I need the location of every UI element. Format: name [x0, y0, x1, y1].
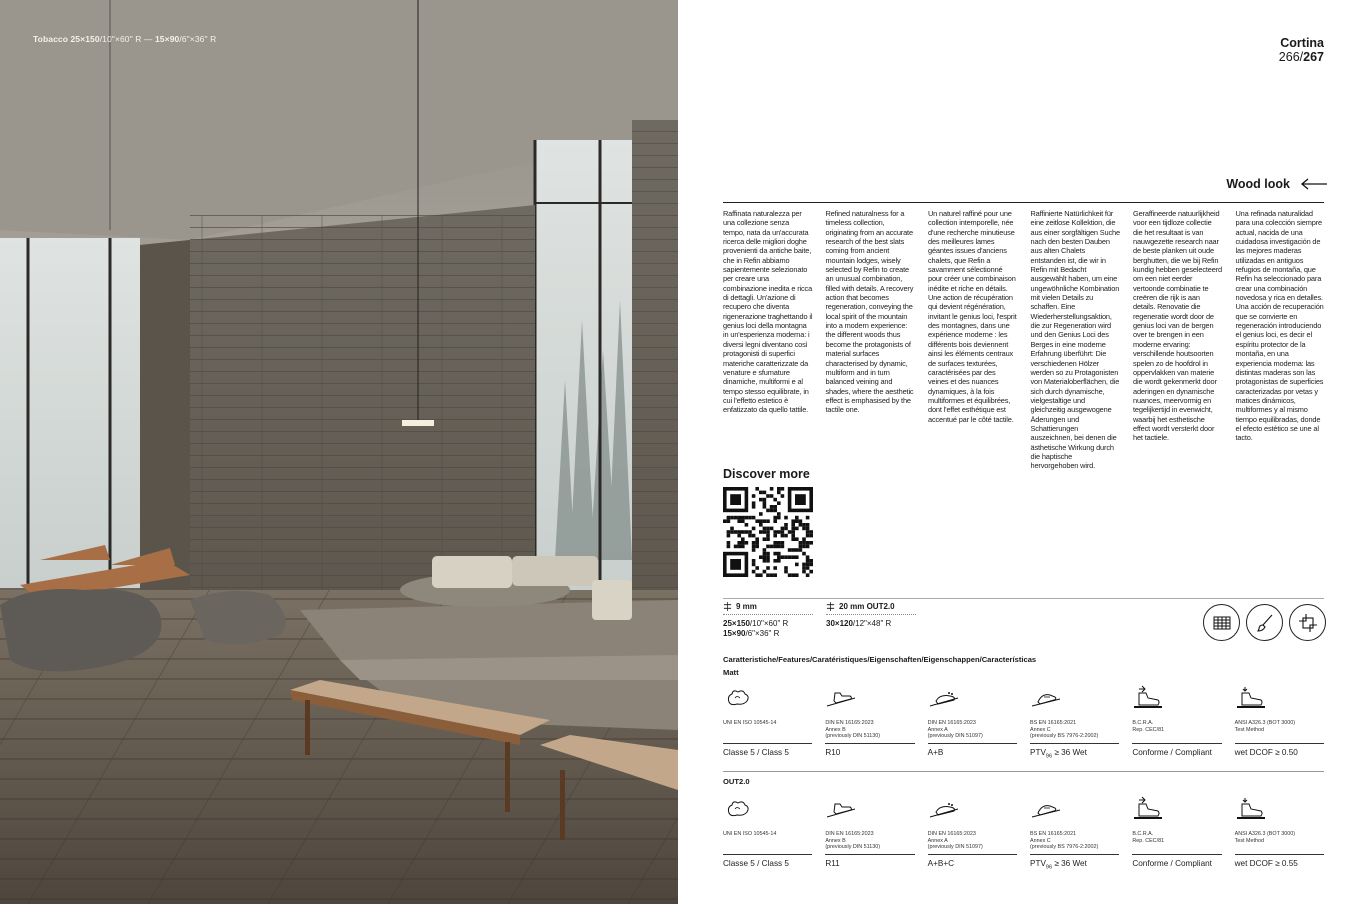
- feature-value: $PTV_{96} \ge 36$ Wet: [1029, 859, 1087, 871]
- divider: [825, 854, 914, 855]
- feature-standard: BS EN 16165:2021 Annex C (previously BS 7976-2:2002): [1029, 720, 1099, 740]
- dotted-divider: [723, 614, 813, 615]
- feature-value: $PTV_{96} \ge 36$ Wet: [1029, 748, 1087, 760]
- feature-standard: DIN EN 16165:2023 Annex A (previously DIN 51097): [927, 720, 983, 740]
- sizes-20mm: [826, 619, 891, 629]
- feature-standard: ANSI A326.3 (BOT 3000) Test Method: [1234, 720, 1296, 733]
- dotted-divider: [826, 614, 916, 615]
- qr-code-icon[interactable]: [723, 487, 813, 577]
- divider: [723, 202, 1324, 203]
- divider: [928, 743, 1017, 744]
- description-dutch: Geraffineerde natuurlijkheid voor een tijdloze collectie die het resultaat is van nauwgezette research naar de beste planken uit oude berghutten, die we bij Refin kundig hebben geselecteerd om een niet eerder vertoonde combinatie te creëren die rijk is aan details. Renovatie die regeneratie wordt door de genius loci van de bergen over te brengen in een moderne ervaring: verschillende houtsoorten spelen zo de hoofdrol in oppervlakken van materie die wordt gekenmerkt door aderingen en dynamische nuances, meervormig en tegelijkertijd in evenwicht, waarbij het esthetische effect wordt versterkt door het tactiele.: [1133, 209, 1222, 443]
- divider: [1132, 854, 1221, 855]
- feature-item: [1132, 684, 1221, 760]
- feature-value: wet DCOF ≥ 0.55: [1234, 859, 1298, 868]
- features-title: Caratteristiche/Features/Caratéristiques/Eigenschaften/Eigenschappen/Características: [723, 655, 1037, 664]
- feature-item: [1030, 684, 1119, 760]
- feature-item: [825, 795, 914, 871]
- feature-item: [825, 684, 914, 760]
- divider: [1030, 743, 1119, 744]
- feature-standard: BS EN 16165:2021 Annex C (previously BS 7976-2:2002): [1029, 831, 1099, 851]
- stain-icon: [723, 684, 755, 710]
- feature-value: R10: [825, 748, 841, 757]
- feature-item: [723, 795, 812, 871]
- feature-value: Conforme / Compliant: [1132, 748, 1212, 757]
- group-label-matt: Matt: [723, 668, 739, 677]
- shoe-slope-icon: [825, 795, 857, 821]
- format-icons: [1203, 604, 1326, 641]
- thickness-20mm: 20 mm OUT2.0: [826, 602, 895, 611]
- feature-item: [1132, 795, 1221, 871]
- feature-item: [1030, 795, 1119, 871]
- description-english: Refined naturalness for a timeless collection, originating from an accurate research of the best slats coming from ancient mountain lodges, wisely selected by Refin to create an unusual combination, filled with details. A recovery action that becomes regeneration, conveying the local spirit of the mountain into a modern experience: the different woods thus become the protagonists of material surfaces characterised by dynamic, multiform and in turn balanced veining and shades, where the aesthetic effect is emphasised by the tactile one.: [825, 209, 914, 415]
- divider: [723, 743, 812, 744]
- product-page: [678, 0, 1356, 904]
- section-heading: [1226, 177, 1328, 191]
- feature-standard: B.C.R.A. Rep. CEC/81: [1132, 720, 1165, 733]
- divider: [928, 854, 1017, 855]
- feature-item: [1235, 684, 1324, 760]
- feature-value: Classe 5 / Class 5: [723, 859, 789, 868]
- divider: [1235, 743, 1324, 744]
- feature-standard: B.C.R.A. Rep. CEC/81: [1132, 831, 1165, 844]
- divider: [1132, 743, 1221, 744]
- feature-standard: UNI EN ISO 10545-14: [723, 720, 777, 726]
- page-title: Cortina: [1280, 36, 1324, 50]
- feature-item: [723, 684, 812, 760]
- divider: [723, 598, 1324, 599]
- feature-standard: ANSI A326.3 (BOT 3000) Test Method: [1234, 831, 1296, 844]
- feature-value: wet DCOF ≥ 0.50: [1234, 748, 1298, 757]
- tortus-icon: [1132, 795, 1164, 821]
- thickness-icon: [723, 602, 732, 611]
- feature-item: [928, 795, 1017, 871]
- feature-standard: DIN EN 16165:2023 Annex A (previously DIN 51097): [927, 831, 983, 851]
- bot-icon: [1235, 684, 1267, 710]
- divider: [1235, 854, 1324, 855]
- barefoot-slope-icon: [928, 795, 960, 821]
- feature-value: A+B: [927, 748, 944, 757]
- feature-standard: DIN EN 16165:2023 Annex B (previously DIN 51130): [825, 831, 881, 851]
- arrow-left-icon: [1300, 178, 1328, 190]
- feature-standard: UNI EN ISO 10545-14: [723, 831, 777, 837]
- size-entry: 25×150/10"×60" R: [723, 619, 789, 628]
- description-french: Un naturel raffiné pour une collection intemporelle, née d'une recherche minutieuse des meilleures lames géantes issues d'anciens chalets, que Refin a savamment sélectionné pour créer une combinaison inédite et riche en détails. Une action de récupération qui devient régénération, invitant le genius loci, l'esprit des montagnes, dans une expérience moderne : les différents bois deviennent ainsi les éléments centraux de surfaces texturées, caractérisées par des veines et des nuances dynamiques, à la fois multiformes et équilibrées, dont l'effet esthétique est accentué par le côté tactile.: [928, 209, 1017, 424]
- description-spanish: Una refinada naturalidad para una colección siempre actual, nacida de una cuidadosa investigación de las mejores maderas utilizadas en antiguos refugios de montaña, que Refin ha seleccionado para crear una combinación novedosa y rica en detalles. Una acción de recuperación que se convierte en regeneración introduciendo el genius loci, es decir el espíritu protector de la montaña, en una experiencia moderna: las distintas maderas son las protagonistas de superficies caracterizadas por vetas y matices dinámicos, multiformes y al mismo tiempo equilibradas, donde el efecto estético se une al tacto.: [1235, 209, 1324, 443]
- group-label-out2: OUT2.0: [723, 777, 750, 786]
- bot-icon: [1235, 795, 1267, 821]
- divider: [723, 771, 1324, 772]
- thickness-9mm: 9 mm: [723, 602, 757, 611]
- tortus-icon: [1132, 684, 1164, 710]
- grid-pattern-icon: [1203, 604, 1240, 641]
- barefoot-slope-icon: [928, 684, 960, 710]
- feature-value: A+B+C: [927, 859, 955, 868]
- feature-value: R11: [825, 859, 840, 868]
- photo-caption: Tobacco 25×150/10"×60" R — 15×90/6"×36" R: [33, 34, 217, 44]
- description-italian: Raffinata naturalezza per una collezione senza tempo, nata da un'accurata ricerca delle migliori doghe provenienti da antiche baite, che in Refin abbiamo sapientemente selezionato per creare una combinazione inedita e ricca di dettagli. Un'azione di recupero che diventa rigenerazione traghettando il genius loci della montagna in un'esperienza moderna: i diversi legni diventano così protagonisti di superfici materiche caratterizzate da venature e sfumature dinamiche, multiformi e al tempo stesso equilibrate, in cui l'effetto estetico è enfatizzato da quello tattile.: [723, 209, 813, 415]
- feature-standard: DIN EN 16165:2023 Annex B (previously DIN 51130): [825, 720, 881, 740]
- section-label: Wood look: [1226, 177, 1290, 191]
- description-columns: [723, 209, 1329, 471]
- feature-value: Classe 5 / Class 5: [723, 748, 789, 757]
- divider: [1030, 854, 1119, 855]
- cut-tile-icon: [1289, 604, 1326, 641]
- sizes-9mm: [723, 619, 788, 639]
- divider: [825, 743, 914, 744]
- feature-value: Conforme / Compliant: [1132, 859, 1212, 868]
- description-german: Raffinierte Natürlichkeit für eine zeitlose Kollektion, die aus einer sorgfältigen Suche nach den besten Dauben aus alten Chalets entstanden ist, die wir in Refin mit Bedacht ausgewählt haben, um eine ungewöhnliche Kombination mit vielen Details zu schaffen. Eine Wiederherstellungsaktion, die zur Regeneration wird und den Genius Loci des Berges in eine moderne Erfahrung überführt: Die verschiedenen Hölzer werden so zu Protagonisten von Materialoberflächen, die sich durch dynamische, vielgestaltige und gleichzeitig ausgewogene Äderungen und Schattierungen auszeichnen, bei denen die ästhetische Wirkung durch die haptische hervorgehoben wird.: [1030, 209, 1120, 471]
- brush-icon: [1246, 604, 1283, 641]
- stain-icon: [723, 795, 755, 821]
- discover-more-label: Discover more: [723, 467, 810, 481]
- page-numbers: 266/267: [1278, 50, 1324, 64]
- thickness-icon: [826, 602, 835, 611]
- features-row-out2: [723, 795, 1324, 871]
- size-entry: 30×120/12"×48" R: [826, 619, 892, 628]
- size-entry: 15×90/6"×36" R: [723, 629, 780, 638]
- feature-item: [1235, 795, 1324, 871]
- pendulum-icon: [1030, 795, 1062, 821]
- pendulum-icon: [1030, 684, 1062, 710]
- divider: [723, 854, 812, 855]
- shoe-slope-icon: [825, 684, 857, 710]
- feature-item: [928, 684, 1017, 760]
- features-row-matt: [723, 684, 1324, 760]
